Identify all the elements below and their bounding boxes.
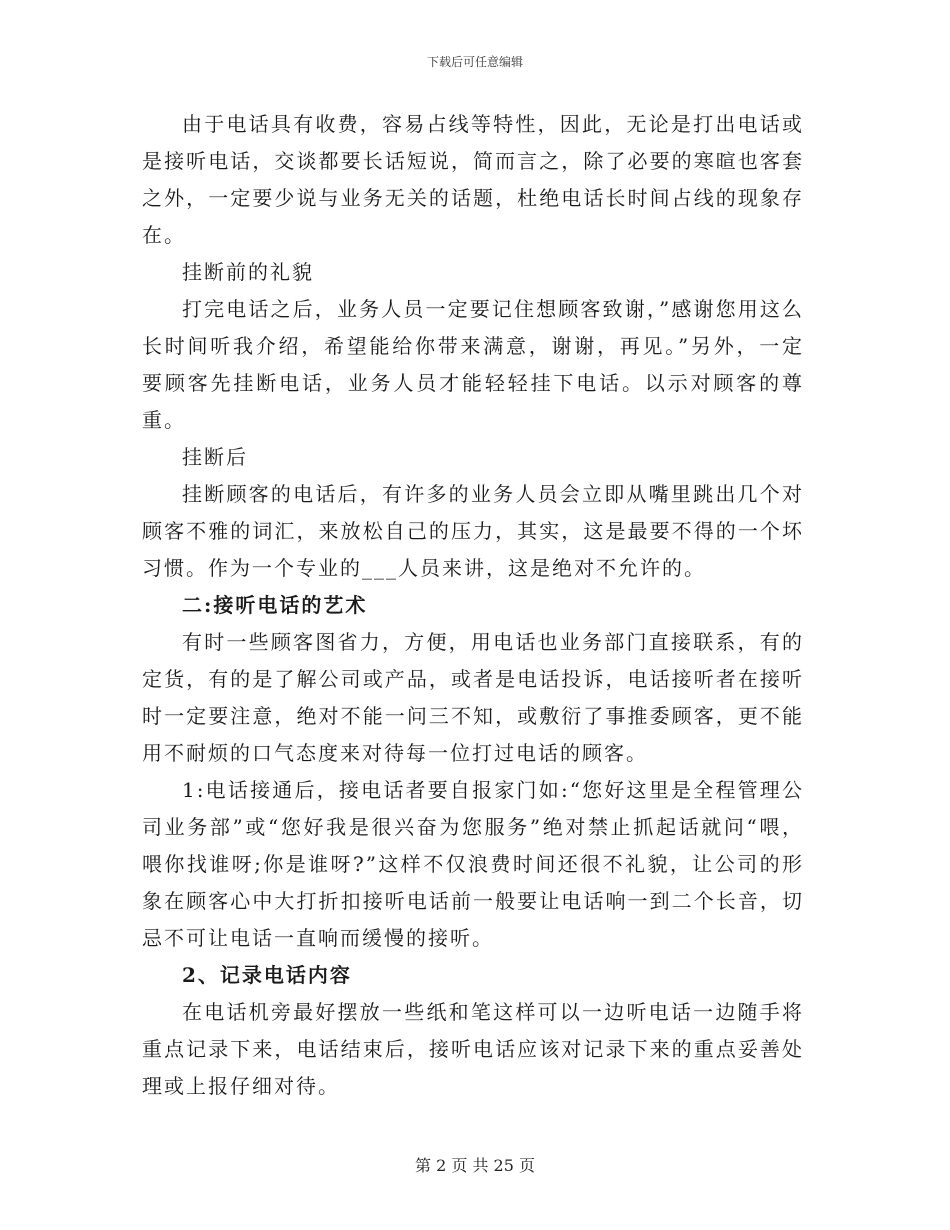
document-body xyxy=(142,106,804,1105)
page-number: 第 2 页 共 25 页 xyxy=(415,1156,535,1175)
paragraph-after-hangup: 挂断后 xyxy=(182,445,248,469)
paragraph-courtesy-before-hangup: 挂断前的礼貌 xyxy=(182,260,314,284)
paragraph-call-brevity: 由于电话具有收费，容易占线等特性，因此，无论是打出电话或是接听电话，交谈都要长话短说，简而言之，除了必要的寒暄也客套之外，一定要少说与业务无关的话题，杜绝电话长时间占线的现象存在。 xyxy=(142,112,804,247)
section-heading-answering-art: 二:接听电话的艺术 xyxy=(182,593,368,617)
paragraph-greeting-rule: 1:电话接通后，接电话者要自报家门如:“您好这里是全程管理公司业务部”或“您好我是很兴奋为您服务”绝对禁止抓起话就问“喂，喂你找谁呀;你是谁呀?”这样不仅浪费时间还很不礼貌，让公司的形象在顾客心中大打折扣接听电话前一般要让电话响一到二个长音，切忌不可让电话一直响而缓慢的接听。 xyxy=(142,778,804,950)
section-heading-record-content: 2、记录电话内容 xyxy=(182,963,352,987)
page-header: 下载后可任意编辑 xyxy=(426,55,523,69)
paragraph-bad-habit: 挂断顾客的电话后，有许多的业务人员会立即从嘴里跳出几个对顾客不雅的词汇，来放松自己的压力，其实，这是最要不得的一个坏习惯。作为一个专业的___人员来讲，这是绝对不允许的。 xyxy=(142,482,804,580)
paragraph-note-taking: 在电话机旁最好摆放一些纸和笔这样可以一边听电话一边随手将重点记录下来，电话结束后，接听电话应该对记录下来的重点妥善处理或上报仔细对待。 xyxy=(142,1000,804,1098)
paragraph-customer-calls: 有时一些顾客图省力，方便，用电话也业务部门直接联系，有的定货，有的是了解公司或产品，或者是电话投诉，电话接听者在接听时一定要注意，绝对不能一问三不知，或敷衍了事推委顾客，更不能用不耐烦的口气态度来对待每一位打过电话的顾客。 xyxy=(142,630,804,765)
paragraph-thank-customer: 打完电话之后，业务人员一定要记住想顾客致谢，”感谢您用这么长时间听我介绍，希望能给你带来满意，谢谢，再见。”另外，一定要顾客先挂断电话，业务人员才能轻轻挂下电话。以示对顾客的尊重。 xyxy=(142,297,804,432)
